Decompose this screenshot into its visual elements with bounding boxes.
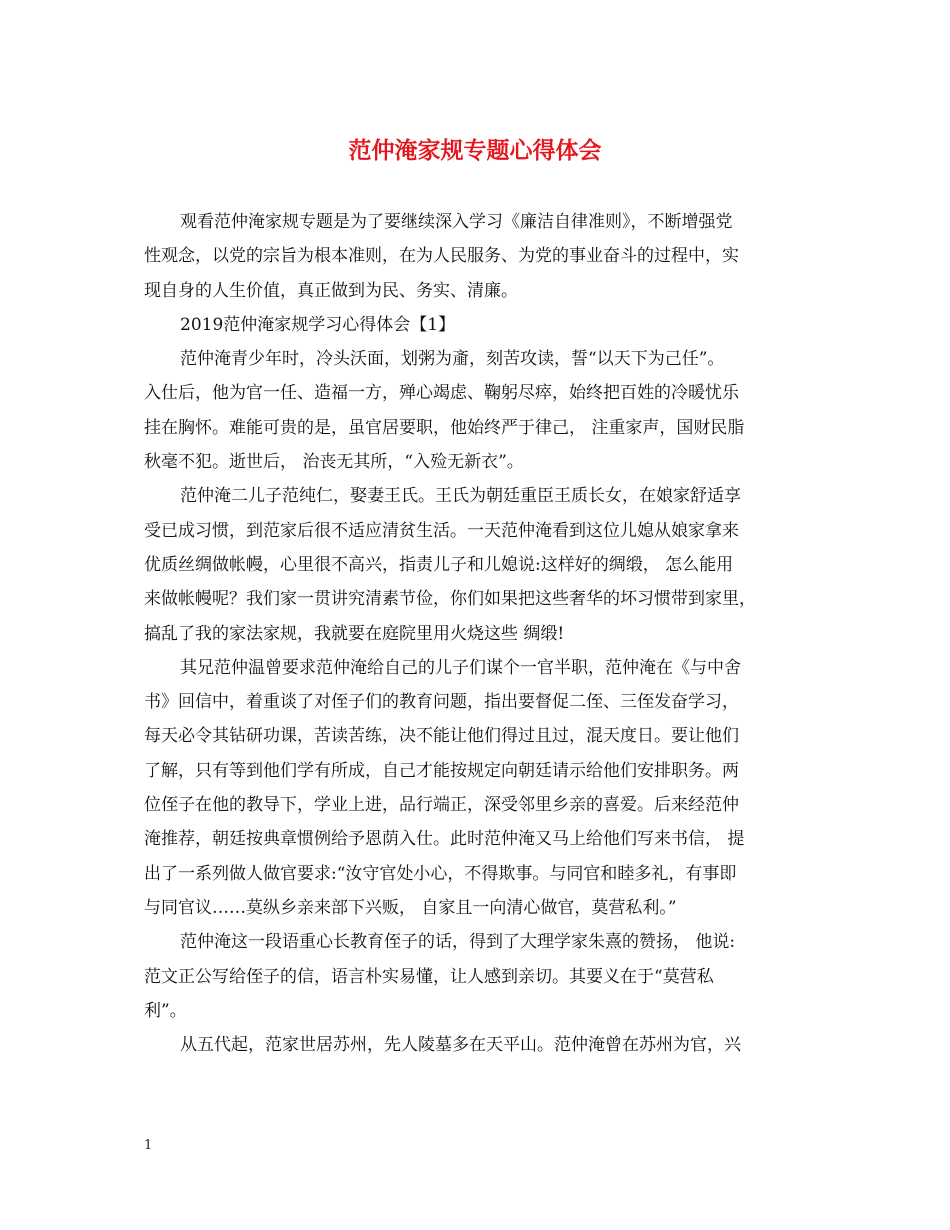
text-line: 观看范仲淹家规专题是为了要继续深入学习《廉洁自律准则》，不断增强党 [180, 212, 733, 232]
text-line: 与同官议……莫纵乡亲来部下兴贩， 自家且一向清心做官，莫营私利。” [144, 897, 677, 918]
text-line: 受已成习惯，到范家后很不适应清贫生活。一天范仲淹看到这位儿媳从娘家拿来 [144, 520, 739, 541]
text-line: 来做帐幔呢？我们家一贯讲究清素节俭，你们如果把这些奢华的坏习惯带到家里， [144, 589, 756, 610]
text-line: 秋毫不犯。逝世后， 治丧无其所，“入殓无新衣”。 [144, 452, 524, 473]
text-line: 淹推荐，朝廷按典章惯例给予恩荫入仕。此时范仲淹又马上给他们写来书信， 提 [144, 829, 745, 850]
text-line: 范仲淹二儿子范纯仁，娶妻王氏。王氏为朝廷重臣王质长女，在娘家舒适享 [180, 486, 741, 507]
text-line: 挂在胸怀。难能可贵的是，虽官居要职，他始终严于律己， 注重家声，国财民脂 [144, 417, 745, 438]
document-body [144, 205, 824, 1062]
text-line: 搞乱了我的家法家规，我就要在庭院里用火烧这些 绸缎! [144, 623, 565, 644]
text-line: 从五代起，范家世居苏州，先人陵墓多在天平山。范仲淹曾在苏州为官，兴 [180, 1035, 741, 1056]
text-line: 范仲淹青少年时，冷头沃面，划粥为齑，刻苦攻读，誓“以天下为己任”。 [180, 349, 725, 370]
text-line: 性观念，以党的宗旨为根本准则，在为人民服务、为党的事业奋斗的过程中，实 [144, 246, 739, 267]
text-line: 书》回信中，着重谈了对侄子们的教育问题，指出要督促二侄、三侄发奋学习， [144, 692, 739, 713]
text-line: 范仲淹这一段语重心长教育侄子的话，得到了大理学家朱熹的赞扬， 他说: [180, 932, 736, 953]
page-number: 1 [144, 1138, 153, 1153]
text-line: 出了一系列做人做官要求:“汝守官处小心，不得欺事。与同官和睦多礼，有事即 [144, 863, 737, 884]
text-line: 位侄子在他的教导下，学业上进，品行端正，深受邻里乡亲的喜爱。后来经范仲 [144, 795, 739, 816]
text-line: 范文正公写给侄子的信，语言朴实易懂，让人感到亲切。其要义在于“莫营私 [144, 966, 714, 987]
section-heading: 2019范仲淹家规学习心得体会【1】 [180, 314, 456, 335]
text-line: 其兄范仲温曾要求范仲淹给自己的儿子们谋个一官半职，范仲淹在《与中舍 [180, 657, 741, 678]
text-line: 了解，只有等到他们学有所成，自己才能按规定向朝廷请示给他们安排职务。两 [144, 760, 739, 781]
text-line: 利”。 [144, 1000, 187, 1021]
text-line: 每天必令其钻研功课，苦读苦练，决不能让他们得过且过，混天度日。要让他们 [144, 726, 739, 747]
text-line: 入仕后，他为官一任、造福一方，殚心竭虑、鞠躬尽瘁，始终把百姓的冷暖忧乐 [144, 383, 739, 404]
text-line: 现自身的人生价值，真正做到为民、务实、清廉。 [144, 280, 518, 301]
text-line: 优质丝绸做帐幔，心里很不高兴，指责儿子和儿媳说:这样好的绸缎， 怎么能用 [144, 554, 734, 575]
document-title: 范仲淹家规专题心得体会 [348, 137, 602, 164]
